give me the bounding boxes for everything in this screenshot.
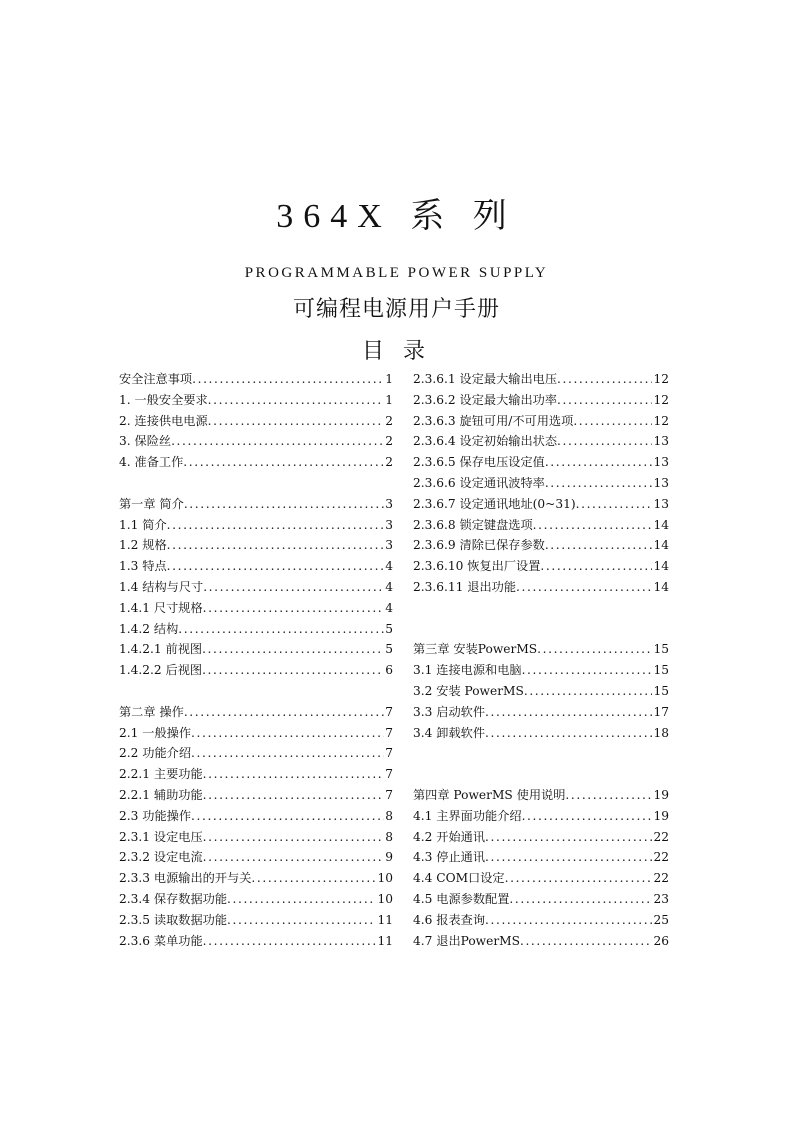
toc-dot-leader xyxy=(203,847,385,868)
toc-dot-leader xyxy=(522,660,653,681)
toc-entry xyxy=(413,723,669,744)
toc-entry-label: 2.3.6.11 退出功能 xyxy=(413,579,517,594)
toc-dot-leader xyxy=(557,390,652,411)
toc-entry-label: 2.3.6.5 保存电压设定值 xyxy=(413,455,545,470)
toc-entry xyxy=(119,827,393,848)
toc-entry-label: 2.3.4 保存数据功能 xyxy=(119,891,228,906)
toc-entry xyxy=(413,639,669,660)
toc-entry-page: 9 xyxy=(385,850,393,865)
toc-entry-label: 2.3.6.3 旋钮可用/不可用选项 xyxy=(413,413,574,428)
toc-entry-page: 22 xyxy=(653,850,669,865)
toc-entry-page: 15 xyxy=(653,642,669,657)
toc-entry-page: 13 xyxy=(653,455,669,470)
toc-entry-page: 13 xyxy=(653,496,669,511)
toc-entry-label: 第三章 安装PowerMS xyxy=(413,642,538,657)
toc-entry xyxy=(119,515,393,536)
toc-dot-leader xyxy=(192,369,384,390)
toc-entry-page: 13 xyxy=(653,475,669,490)
toc-dot-leader xyxy=(540,556,652,577)
toc-entry xyxy=(119,390,393,411)
toc-entry xyxy=(119,743,393,764)
toc-entry-label: 2.3.5 读取数据功能 xyxy=(119,912,228,927)
toc-dot-leader xyxy=(171,431,384,452)
toc-entry-label: 1.4.2.1 前视图 xyxy=(119,642,203,657)
toc-entry-label: 2.3.6.6 设定通讯波特率 xyxy=(413,475,545,490)
toc-entry xyxy=(119,598,393,619)
toc-entry-label: 2.3.6.4 设定初始输出状态 xyxy=(413,434,558,449)
toc-dot-leader xyxy=(203,577,384,598)
toc-dot-leader xyxy=(167,556,385,577)
toc-entry-page: 15 xyxy=(653,683,669,698)
toc-entry xyxy=(413,369,669,390)
toc-entry-page: 10 xyxy=(377,891,393,906)
toc-dot-leader xyxy=(202,660,384,681)
toc-entry xyxy=(119,723,393,744)
toc-entry-label: 3.1 连接电源和电脑 xyxy=(413,663,522,678)
toc-entry-label: 3.4 卸载软件 xyxy=(413,725,486,740)
toc-entry xyxy=(119,577,393,598)
toc-spacer xyxy=(413,619,669,640)
toc-dot-leader xyxy=(203,785,385,806)
toc-entry-page: 12 xyxy=(653,413,669,428)
toc-entry-page: 3 xyxy=(385,538,393,553)
toc-dot-leader xyxy=(184,494,384,515)
toc-entry-label: 3.3 启动软件 xyxy=(413,704,486,719)
toc-dot-leader xyxy=(203,764,385,785)
toc-entry xyxy=(119,847,393,868)
toc-entry-label: 4.3 停止通讯 xyxy=(413,850,486,865)
toc-entry xyxy=(413,868,669,889)
toc-entry xyxy=(119,785,393,806)
toc-entry xyxy=(413,535,669,556)
toc-entry-label: 1. 一般安全要求 xyxy=(119,392,208,407)
toc-entry xyxy=(413,556,669,577)
toc-entry-label: 3. 保险丝 xyxy=(119,434,172,449)
toc-dot-leader xyxy=(524,681,653,702)
toc-entry-label: 4. 准备工作 xyxy=(119,455,184,470)
toc-entry xyxy=(413,910,669,931)
toc-entry xyxy=(413,931,669,952)
toc-entry xyxy=(119,702,393,723)
toc-spacer xyxy=(119,473,393,494)
toc-entry-label: 2.3.6 菜单功能 xyxy=(119,933,203,948)
toc-entry-page: 5 xyxy=(385,642,393,657)
toc-entry-page: 25 xyxy=(653,912,669,927)
toc-entry-page: 17 xyxy=(653,704,669,719)
toc-entry-label: 1.3 特点 xyxy=(119,559,167,574)
toc-dot-leader xyxy=(203,598,385,619)
toc-dot-leader xyxy=(227,889,376,910)
toc-entry-page: 14 xyxy=(653,517,669,532)
toc-dot-leader xyxy=(545,535,653,556)
toc-entry-label: 4.5 电源参数配置 xyxy=(413,891,510,906)
toc-dot-leader xyxy=(545,452,653,473)
toc-entry xyxy=(119,660,393,681)
toc-entry-page: 26 xyxy=(653,933,669,948)
toc-entry-label: 1.4.2.2 后视图 xyxy=(119,663,203,678)
toc-dot-leader xyxy=(516,577,652,598)
toc-dot-leader xyxy=(167,515,385,536)
toc-entry xyxy=(119,764,393,785)
toc-entry xyxy=(413,785,669,806)
toc-column-right xyxy=(413,369,669,951)
toc-entry-label: 3.2 安装 PowerMS xyxy=(413,683,524,698)
toc-entry xyxy=(119,431,393,452)
toc-entry-page: 15 xyxy=(653,663,669,678)
toc-dot-leader xyxy=(485,827,652,848)
toc-entry-label: 4.2 开始通讯 xyxy=(413,829,486,844)
toc-entry-label: 2.3.6.10 恢复出厂设置 xyxy=(413,559,541,574)
toc-entry-label: 2.3.6.8 锁定键盘选项 xyxy=(413,517,533,532)
toc-entry xyxy=(413,390,669,411)
toc-entry xyxy=(413,660,669,681)
toc-dot-leader xyxy=(522,806,653,827)
toc-dot-leader xyxy=(203,931,377,952)
toc-dot-leader xyxy=(183,452,384,473)
toc-entry-page: 13 xyxy=(653,434,669,449)
toc-dot-leader xyxy=(203,827,385,848)
toc-dot-leader xyxy=(520,931,653,952)
toc-dot-leader xyxy=(505,868,653,889)
toc-entry-label: 4.7 退出PowerMS xyxy=(413,933,520,948)
toc-entry xyxy=(119,535,393,556)
toc-entry xyxy=(413,681,669,702)
toc-entry-page: 11 xyxy=(377,912,393,927)
subtitle-english: PROGRAMMABLE POWER SUPPLY xyxy=(244,265,549,281)
toc-entry xyxy=(413,847,669,868)
toc-dot-leader xyxy=(191,806,384,827)
toc-dot-leader xyxy=(545,473,653,494)
toc-entry-page: 19 xyxy=(653,787,669,802)
toc-dot-leader xyxy=(557,369,652,390)
toc-entry xyxy=(413,494,669,515)
toc-entry xyxy=(119,369,393,390)
toc-entry-label: 第二章 操作 xyxy=(119,704,184,719)
toc-entry-page: 2 xyxy=(385,434,393,449)
toc-dot-leader xyxy=(485,723,652,744)
toc-entry-label: 安全注意事项 xyxy=(119,372,193,386)
toc-entry-page: 22 xyxy=(653,829,669,844)
toc-entry-label: 2.3.6.1 设定最大输出电压 xyxy=(413,372,558,386)
toc-entry xyxy=(119,889,393,910)
toc-entry xyxy=(119,639,393,660)
toc-spacer xyxy=(413,743,669,764)
toc-dot-leader xyxy=(573,411,652,432)
toc-spacer xyxy=(119,681,393,702)
toc-entry-page: 2 xyxy=(385,455,393,470)
toc-dot-leader xyxy=(485,910,652,931)
toc-entry xyxy=(119,619,393,640)
toc-entry-label: 2.2 功能介绍 xyxy=(119,746,192,761)
toc-dot-leader xyxy=(208,411,385,432)
toc-entry-page: 23 xyxy=(653,891,669,906)
toc-entry-page: 14 xyxy=(653,579,669,594)
toc-entry-label: 2.3.6.9 清除已保存参数 xyxy=(413,538,545,553)
toc-entry-label: 2. 连接供电电源 xyxy=(119,413,208,428)
toc-dot-leader xyxy=(191,723,384,744)
toc-entry xyxy=(119,494,393,515)
toc-entry-label: 4.4 COM口设定 xyxy=(413,871,505,886)
toc-entry-label: 1.4.1 尺寸规格 xyxy=(119,600,203,615)
toc-entry-label: 1.1 简介 xyxy=(119,517,167,532)
toc-entry xyxy=(413,515,669,536)
toc-entry-page: 11 xyxy=(377,933,393,948)
toc-entry xyxy=(413,806,669,827)
toc-entry-page: 22 xyxy=(653,871,669,886)
toc-entry-label: 2.3.6.7 设定通讯地址(0~31) xyxy=(413,496,576,511)
toc-entry-label: 1.2 规格 xyxy=(119,538,167,553)
toc-entry xyxy=(413,577,669,598)
toc-dot-leader xyxy=(537,639,652,660)
toc-dot-leader xyxy=(227,910,376,931)
toc-entry-label: 1.4 结构与尺寸 xyxy=(119,579,204,594)
toc-entry-label: 2.3.3 电源输出的开与关 xyxy=(119,871,252,886)
toc-entry xyxy=(413,702,669,723)
toc-entry xyxy=(119,452,393,473)
toc-entry-label: 1.4.2 结构 xyxy=(119,621,179,636)
toc-entry-page: 19 xyxy=(653,808,669,823)
toc-entry-label: 2.3 功能操作 xyxy=(119,808,192,823)
toc-dot-leader xyxy=(565,785,652,806)
toc-entry-page: 5 xyxy=(385,621,393,636)
toc-entry-page: 7 xyxy=(385,787,393,802)
toc-dot-leader xyxy=(557,431,652,452)
toc-entry-page: 18 xyxy=(653,725,669,740)
toc-entry-page: 8 xyxy=(385,808,393,823)
toc-entry xyxy=(119,910,393,931)
toc-entry-page: 3 xyxy=(385,496,393,511)
toc-entry-label: 2.1 一般操作 xyxy=(119,725,192,740)
toc-entry-page: 4 xyxy=(385,579,393,594)
toc-entry xyxy=(119,806,393,827)
toc-dot-leader xyxy=(208,390,385,411)
toc-entry xyxy=(413,473,669,494)
toc-entry-page: 12 xyxy=(653,392,669,407)
toc-entry xyxy=(119,556,393,577)
toc-entry-page: 4 xyxy=(385,559,393,574)
toc-dot-leader xyxy=(251,868,376,889)
toc-entry xyxy=(119,931,393,952)
toc-entry-page: 12 xyxy=(653,372,669,386)
toc-entry xyxy=(413,827,669,848)
toc-dot-leader xyxy=(485,847,652,868)
toc-entry-label: 2.3.2 设定电流 xyxy=(119,850,203,865)
toc-entry xyxy=(413,411,669,432)
toc-entry-page: 7 xyxy=(385,746,393,761)
toc-dot-leader xyxy=(191,743,384,764)
toc-entry-label: 2.2.1 辅助功能 xyxy=(119,787,203,802)
toc-entry-label: 2.3.6.2 设定最大输出功率 xyxy=(413,392,558,407)
toc-spacer xyxy=(413,764,669,785)
toc-spacer xyxy=(413,598,669,619)
toc-entry xyxy=(413,452,669,473)
toc-entry-page: 4 xyxy=(385,600,393,615)
toc-dot-leader xyxy=(576,494,653,515)
toc-dot-leader xyxy=(509,889,652,910)
toc-entry xyxy=(119,411,393,432)
toc-entry xyxy=(413,889,669,910)
toc-entry-page: 1 xyxy=(385,392,393,407)
toc-dot-leader xyxy=(178,619,384,640)
toc-entry-label: 4.6 报表查询 xyxy=(413,912,486,927)
toc-entry-page: 8 xyxy=(385,829,393,844)
toc-column-left xyxy=(119,369,393,951)
toc-dot-leader xyxy=(485,702,652,723)
toc-entry-page: 3 xyxy=(385,517,393,532)
document-title: 364X 系 列 xyxy=(276,198,517,235)
subtitle-chinese: 可编程电源用户手册 xyxy=(292,297,500,322)
toc-entry-page: 7 xyxy=(385,767,393,782)
toc-entry xyxy=(119,868,393,889)
toc-entry-page: 6 xyxy=(385,663,393,678)
toc-entry-page: 10 xyxy=(377,871,393,886)
toc-dot-leader xyxy=(533,515,653,536)
toc-entry-label: 第四章 PowerMS 使用说明 xyxy=(413,787,566,802)
toc-entry-page: 7 xyxy=(385,725,393,740)
toc-entry-label: 2.2.1 主要功能 xyxy=(119,767,203,782)
toc-entry-page: 14 xyxy=(653,559,669,574)
toc-dot-leader xyxy=(202,639,384,660)
toc-entry xyxy=(413,431,669,452)
toc-heading: 目 录 xyxy=(362,339,431,364)
toc-dot-leader xyxy=(167,535,385,556)
toc-entry-page: 2 xyxy=(385,413,393,428)
toc-entry-label: 2.3.1 设定电压 xyxy=(119,829,203,844)
toc-entry-page: 14 xyxy=(653,538,669,553)
toc-entry-label: 4.1 主界面功能介绍 xyxy=(413,808,522,823)
toc-entry-page: 1 xyxy=(385,372,393,386)
toc-entry-page: 7 xyxy=(385,704,393,719)
toc-entry-label: 第一章 简介 xyxy=(119,496,184,511)
toc-dot-leader xyxy=(184,702,384,723)
